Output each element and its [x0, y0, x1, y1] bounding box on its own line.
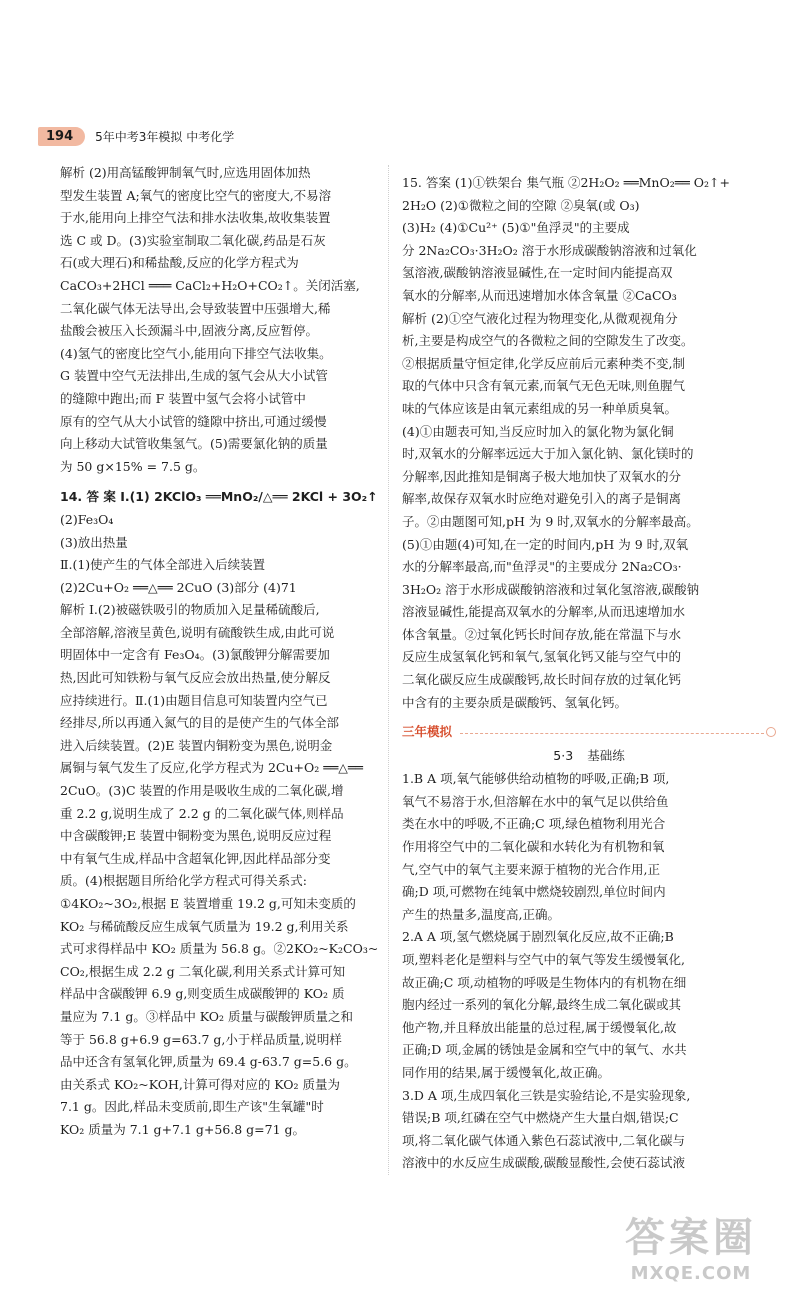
- text-line: (5)①由题(4)可知,在一定的时间内,pH 为 9 时,双氧: [402, 536, 689, 552]
- text-line: 1.B A 项,氧气能够供给动植物的呼吸,正确;B 项,: [402, 771, 670, 787]
- text-line: ①4KO₂~3O₂,根据 E 装置增重 19.2 g,可知未变质的: [60, 896, 356, 911]
- text-line: (3)H₂ (4)①Cu²⁺ (5)①"鱼浮灵"的主要成: [402, 220, 630, 236]
- text-line: 于水,能用向上排空气法和排水法收集,故收集装置: [60, 210, 331, 226]
- text-line: G 装置中空气无法排出,生成的氢气会从大小试管: [60, 368, 328, 384]
- text-line: CO₂,根据生成 2.2 g 二氧化碳,利用关系式计算可知: [60, 963, 346, 979]
- text-line: 量应为 7.1 g。③样品中 KO₂ 质量与碳酸钾质量之和: [60, 1008, 354, 1024]
- text-line: 中含有的主要杂质是碳酸钙、氢氧化钙。: [402, 694, 628, 710]
- section-tag: 三年模拟: [402, 723, 453, 739]
- text-line: 味的气体应该是由氧元素组成的另一种单质臭氧。: [402, 400, 678, 416]
- section-dot-icon: [766, 727, 776, 737]
- text-line: 解析 (2)①空气液化过程为物理变化,从微观视角分: [402, 310, 678, 326]
- text-line: (2)Fe₃O₄: [60, 511, 114, 527]
- text-line: 子。②由题图可知,pH 为 9 时,双氧水的分解率最高。: [402, 513, 699, 529]
- text-line: 重 2.2 g,说明生成了 2.2 g 的二氧化碳气体,则样品: [60, 805, 344, 821]
- text-line: (4)氢气的密度比空气小,能用向下排空气法收集。: [60, 345, 332, 361]
- text-line: 选 C 或 D。(3)实验室制取二氧化碳,药品是石灰: [60, 232, 326, 248]
- watermark-text: 答案圈: [625, 1215, 757, 1261]
- subsection-title: [402, 744, 776, 768]
- text-line: (4)①由题表可知,当反应时加入的氯化物为氯化铜: [402, 423, 674, 439]
- text-line: 经排尽,所以再通入氮气的目的是使产生的气体全部: [60, 715, 339, 731]
- text-line: 的缝隙中跑出;而 F 装置中氢气会将小试管中: [60, 390, 306, 406]
- equation-line: (2)2Cu+O₂ ══△══ 2CuO (3)部分 (4)71: [60, 579, 297, 595]
- text-line: 样品中含碳酸钾 6.9 g,则变质生成碳酸钾的 KO₂ 质: [60, 986, 345, 1002]
- text-line: (3)放出热量: [60, 534, 128, 550]
- text-line: 式可求得样品中 KO₂ 质量为 56.8 g。②2KO₂~K₂CO₃~: [60, 941, 379, 957]
- text-line: 产生的热量多,温度高,正确。: [402, 906, 560, 922]
- answer-14-heading: 14. 答 案 Ⅰ.(1) 2KClO₃ ══MnO₂/△══ 2KCl + 3O₂↑: [60, 489, 378, 505]
- text-line: 解析 (2)用高锰酸钾制氧气时,应选用固体加热: [60, 165, 311, 180]
- text-line: 反应生成氢氧化钙和氧气,氢氧化钙又能与空气中的: [402, 649, 681, 665]
- text-line: 气,空气中的氧气主要来源于植物的光合作用,正: [402, 861, 660, 877]
- watermark-url: MXQE.COM: [630, 1263, 752, 1284]
- text-line: 2CuO。(3)C 装置的作用是吸收生成的二氧化碳,增: [60, 783, 344, 799]
- text-line: 解率,故保存双氧水时应绝对避免引入的离子是铜离: [402, 491, 681, 507]
- text-line: 2H₂O (2)①微粒之间的空隙 ②臭氧(或 O₃): [402, 197, 640, 213]
- text-line: 他产物,并且释放出能量的总过程,属于缓慢氧化,故: [402, 1019, 677, 1035]
- text-line: 解析 Ⅰ.(2)被磁铁吸引的物质加入足量稀硫酸后,: [60, 602, 320, 618]
- text-line: 2.A A 项,氢气燃烧属于剧烈氧化反应,故不正确;B: [402, 929, 674, 945]
- text-line: 盐酸会被压入长颈漏斗中,固液分离,反应暂停。: [60, 323, 318, 339]
- book-title: 5年中考3年模拟 中考化学: [95, 129, 235, 144]
- equation-line: 属铜与氧气发生了反应,化学方程式为 2Cu+O₂ ══△══: [60, 760, 363, 776]
- text-line: 分解率,因此推知是铜离子极大地加快了双氧水的分: [402, 468, 681, 484]
- text-line: 确;D 项,可燃物在纯氧中燃烧较剧烈,单位时间内: [402, 884, 666, 900]
- text-line: KO₂ 与稀硫酸反应生成氧气质量为 19.2 g,利用关系: [60, 918, 349, 934]
- text-line: 氧水的分解率,从而迅速增加水体含氧量 ②CaCO₃: [402, 287, 677, 303]
- text-line: 水的分解率最高,而"鱼浮灵"的主要成分 2Na₂CO₃·: [402, 559, 682, 575]
- text-line: 项,塑料老化是塑料与空气中的氧气等发生缓慢氧化,: [402, 952, 685, 967]
- text-line: 为 50 g×15% = 7.5 g。: [60, 458, 206, 474]
- text-line: 胞内经过一系列的氧化分解,最终生成二氧化碳或其: [402, 997, 681, 1013]
- text-line: 溶液显碱性,能提高双氧水的分解率,从而迅速增加水: [402, 604, 685, 620]
- subsection-number: 5·3: [553, 748, 574, 764]
- text-line: 全部溶解,溶液呈黄色,说明有硫酸铁生成,由此可说: [60, 624, 335, 640]
- text-line: 石(或大理石)和稀盐酸,反应的化学方程式为: [60, 255, 299, 271]
- text-line: 故正确;C 项,动植物的呼吸是生物体内的有机物在细: [402, 974, 687, 990]
- text-line: 3H₂O₂ 溶于水形成碳酸钠溶液和过氧化氢溶液,碳酸钠: [402, 581, 700, 597]
- text-line: 二氧化碳反应生成碳酸钙,故长时间存放的过氧化钙: [402, 672, 681, 688]
- page-number: 194: [38, 127, 85, 146]
- text-line: ②根据质量守恒定律,化学反应前后元素种类不变,制: [402, 355, 685, 371]
- column-divider: [388, 165, 389, 1175]
- text-line: 错误;B 项,红磷在空气中燃烧产生大量白烟,错误;C: [402, 1110, 679, 1126]
- text-line: 时,双氧水的分解率远远大于加入氯化钠、氯化镁时的: [402, 446, 694, 462]
- text-line: 氧气不易溶于水,但溶解在水中的氧气足以供给鱼: [402, 793, 669, 809]
- text-line: 热,因此可知铁粉与氧气反应会放出热量,使分解反: [60, 670, 331, 686]
- text-line: 品中还含有氢氧化钾,质量为 69.4 g-63.7 g=5.6 g。: [60, 1054, 357, 1070]
- text-line: 型发生装置 A;氧气的密度比空气的密度大,不易溶: [60, 187, 332, 203]
- right-column: [402, 162, 776, 1175]
- text-line: 质。(4)根据题目所给化学方程式可得关系式:: [60, 873, 307, 889]
- page-header: [38, 126, 234, 146]
- text-line: 原有的空气从大小试管的缝隙中挤出,可通过缓慢: [60, 413, 327, 429]
- text-line: 向上移动大试管收集氢气。(5)需要氯化钠的质量: [60, 436, 328, 452]
- text-line: 二氧化碳气体无法导出,会导致装置中压强增大,稀: [60, 300, 331, 316]
- text-line: KO₂ 质量为 7.1 g+7.1 g+56.8 g=71 g。: [60, 1121, 306, 1137]
- equation-line: CaCO₃+2HCl ═══ CaCl₂+H₂O+CO₂↑。关闭活塞,: [60, 277, 360, 293]
- text-line: 类在水中的呼吸,不正确;C 项,绿色植物利用光合: [402, 816, 666, 832]
- text-line: 进入后续装置。(2)E 装置内铜粉变为黑色,说明金: [60, 737, 333, 753]
- text-line: 析,主要是构成空气的各微粒之间的空隙发生了改变。: [402, 333, 694, 349]
- watermark-logo: [606, 1206, 776, 1284]
- text-line: 分 2Na₂CO₃·3H₂O₂ 溶于水形成碳酸钠溶液和过氧化: [402, 242, 697, 258]
- text-line: 等于 56.8 g+6.9 g=63.7 g,小于样品质量,说明样: [60, 1031, 342, 1047]
- section-rule: [460, 733, 764, 734]
- text-line: 氢溶液,碳酸钠溶液显碱性,在一定时间内能提高双: [402, 265, 673, 281]
- section-header: [402, 720, 776, 744]
- text-line: 中含碳酸钾;E 装置中铜粉变为黑色,说明反应过程: [60, 828, 332, 844]
- text-line: 体含氧量。②过氧化钙长时间存放,能在常温下与水: [402, 626, 681, 642]
- left-column: [60, 162, 380, 1142]
- text-line: 应持续进行。Ⅱ.(1)由题目信息可知装置内空气已: [60, 692, 328, 708]
- answer-15-heading: 15. 答案 (1)①铁架台 集气瓶 ②2H₂O₂ ══MnO₂══ O₂↑+: [402, 175, 730, 190]
- text-line: 作用将空气中的二氧化碳和水转化为有机物和氧: [402, 839, 665, 855]
- text-line: 由关系式 KO₂~KOH,计算可得对应的 KO₂ 质量为: [60, 1076, 341, 1092]
- text-line: 项,将二氧化碳气体通入紫色石蕊试液中,二氧化碳与: [402, 1132, 685, 1148]
- text-line: 同作用的结果,属于缓慢氧化,故正确。: [402, 1064, 610, 1080]
- text-line: 7.1 g。因此,样品未变质前,即生产该"生氧罐"时: [60, 1099, 324, 1115]
- text-line: 溶液中的水反应生成碳酸,碳酸显酸性,会使石蕊试液: [402, 1155, 685, 1171]
- text-line: 取的气体中只含有氧元素,而氧气无色无味,则鱼腥气: [402, 378, 685, 394]
- text-line: Ⅱ.(1)使产生的气体全部进入后续装置: [60, 557, 266, 573]
- subsection-label: 基础练: [587, 748, 625, 764]
- text-line: 正确;D 项,金属的锈蚀是金属和空气中的氧气、水共: [402, 1042, 687, 1058]
- text-line: 明固体中一定含有 Fe₃O₄。(3)氯酸钾分解需要加: [60, 647, 330, 663]
- text-line: 中有氧气生成,样品中含超氧化钾,因此样品部分变: [60, 850, 331, 866]
- text-line: 3.D A 项,生成四氧化三铁是实验结论,不是实验现象,: [402, 1087, 691, 1103]
